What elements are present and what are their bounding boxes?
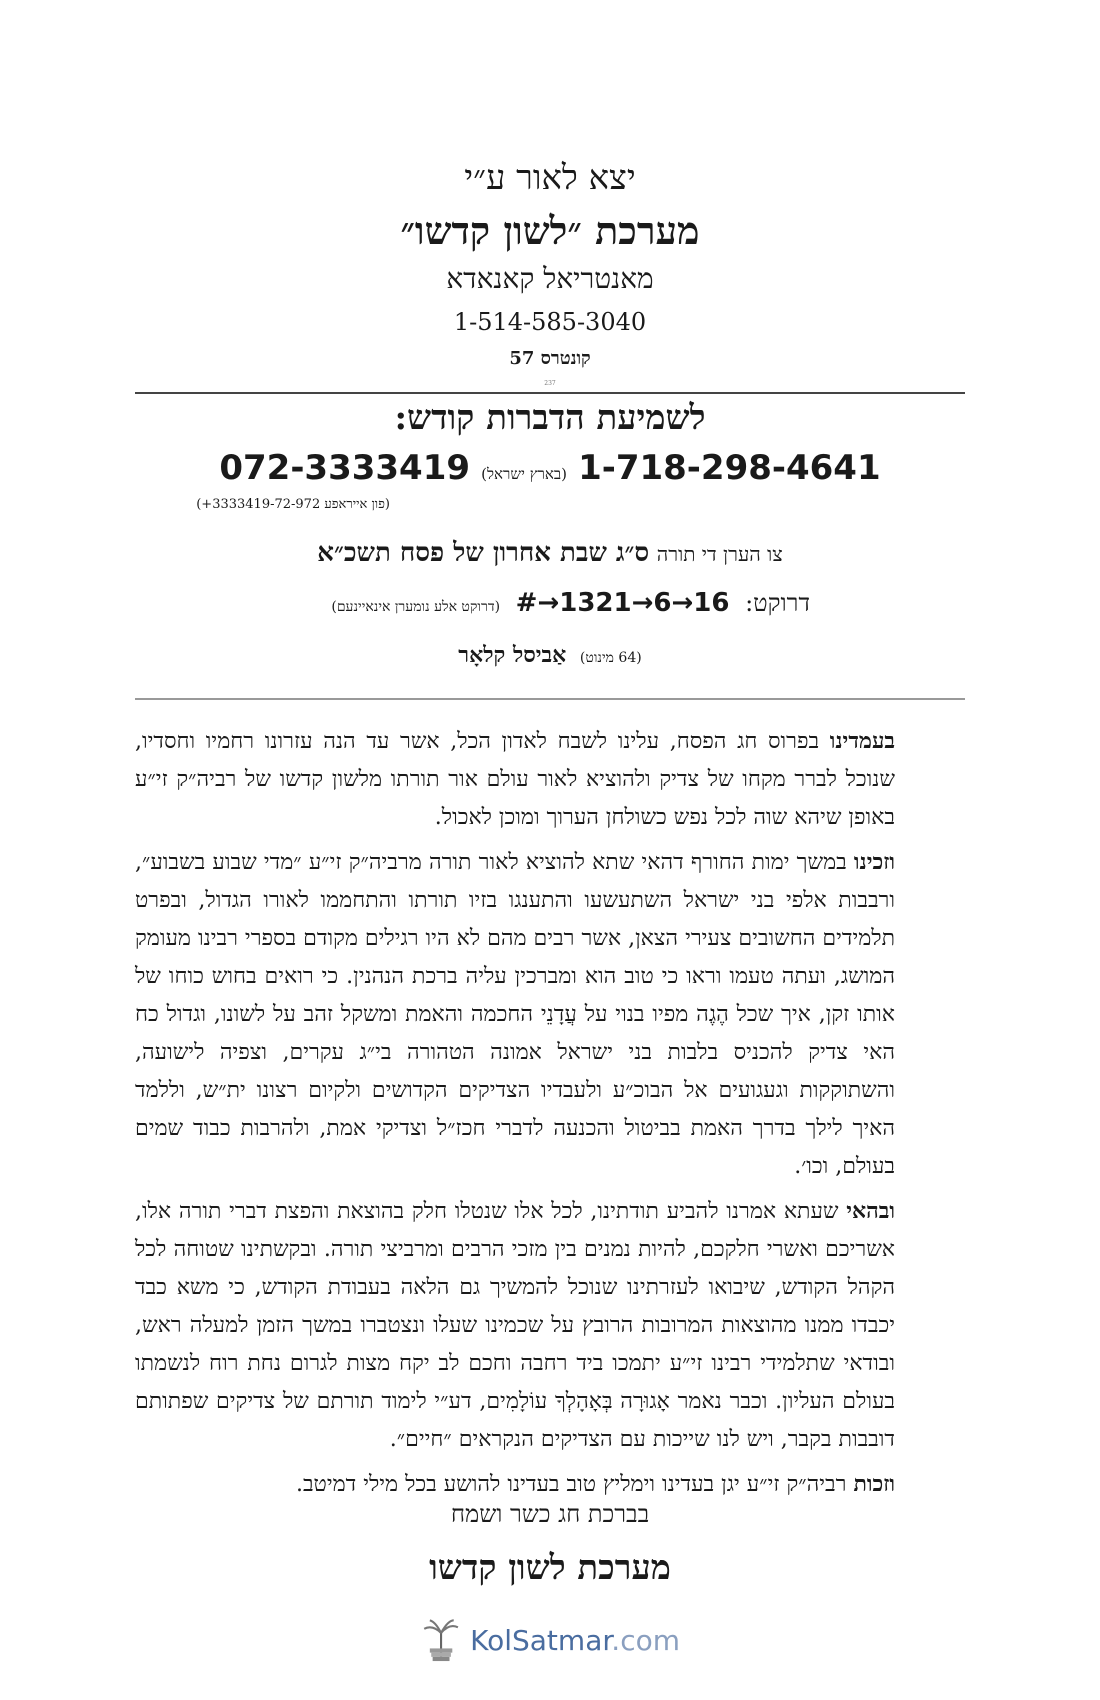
speaker-name: אַביסל קלאָר [458, 642, 567, 668]
speaker-duration: (64 מינוט) [579, 650, 642, 666]
divider-bottom [135, 698, 965, 700]
publisher-line: יצא לאור ע״י [464, 158, 636, 198]
druk-note: (דרוקט אלע נומערן אינאיינעם) [331, 599, 501, 615]
shiur-name: ס״ג שבת אחרון של פסח תשכ״א [317, 538, 650, 568]
site-tld: .com [611, 1623, 680, 1657]
shiur-title [0, 538, 1100, 568]
office-phone: 1-514-585-3040 [453, 308, 647, 336]
listen-phones [200, 448, 900, 488]
org-name: מערכת ״לשון קדשו״ [400, 208, 700, 253]
druk-line [290, 588, 810, 618]
paragraph [135, 1465, 895, 1504]
paragraph-text: שעתא אמרנו להביע תודתינו, לכל אלו שנטלו חלק בהוצאת והפצת דברי תורה אלו, אשריכם ואשרי חלקכם, להיות נמנים בין מזכי הרבים ומרביצי תורה. ובקשתינו שטוחה לכל הקהל הקודש, שיבואו לעזרתינו שנוכל להמשיך גם הלאה בעבודת הקודש, כי משא כבד יכבדו ממנו מהוצאות המרובות הרובץ על שכמינו שעלו ונצטברו במשך הזמן למעלה ראש, ובודאי שתלמידי רבינו זי״ע יתמכו ביד רחבה וחכם לב יקח מצות לגרום נחת רוח לנשמתו בעולם העליון. וכבר נאמר אָגוּרָה בְּאָהָלְךָ עוֹלָמִים, דע״י לימוד תורתם של צדיקים שפתותם דובבות בקבר, ויש לנו שייכות עם הצדיקים הנקראים ״חיים״. [135, 1199, 895, 1452]
paragraph-text: במשך ימות החורף דהאי שתא להוציא לאור תורה מרביה״ק זי״ע ״מדי שבוע בשבוע״, ורבבות אלפי בני ישראל השתעשעו והתענגו בזיו תורתו והתחממו לאורו הגדול, ובפרט תלמידים החשובים צעירי הצאן, אשר רבים מהם לא היו רגילים מקודם בספרי רבינו מעומק המושג, ועתה טעמו וראו כי טוב הוא ומברכין עליה ברכת הנהנין. כי רואים בחוש כוחו של אותו זקן, איך שכל הֶגֶה מפיו בנוי על עֲדָנֵי החכמה והאמת ומשקל זהב על לשונו, וגדול כח האי צדיק להכניס בלבות בני ישראל אמונה הטהורה בי״ג עקרים, וצפיה לישועה, והשתוקקות וגעגועים אל הבוכ״ע ולעבדיו הצדיקים הקדושים ולקיום רצונו ית״ש, וללמד האיך לילך בדרך האמת בביטול והכנעה לדברי חכז״ל וצדיקי אמת, ולהרבות כבוד שמים בעולם, וכו׳. [135, 850, 895, 1179]
europe-phone-note: (פון אייראפע 3333419-72-972+) [196, 497, 390, 512]
phone-us: 1-718-298-4641 [578, 448, 881, 488]
divider-top [135, 392, 965, 394]
shiur-lead: צו הערן די תורה [656, 542, 783, 566]
paragraph-text: בפרוס חג הפסח, עלינו לשבח לאדון הכל, אשר עד הנה עזרונו רחמיו וחסדיו, שנוכל לברר מקחו של צדיק ולהוציא לאור עולם אור תורתו מלשון קדשו של רביה״ק זי״ע באופן שיהא שוה לכל נפש כשולחן הערוך ומוכן לאכול. [135, 729, 895, 830]
site-logo[interactable] [420, 1605, 680, 1675]
paragraph-lead: בעמדינו [829, 728, 895, 754]
closing-blessing: בברכת חג כשר ושמח [450, 1500, 650, 1528]
page-marker: 237 [544, 380, 556, 387]
paragraph [135, 722, 895, 837]
listen-title: לשמיעת הדברות קודש: [394, 398, 706, 438]
paragraph [135, 843, 895, 1186]
israel-label: (בארץ ישראל) [481, 465, 567, 483]
city: מאנטריאל קאנאדא [446, 262, 654, 295]
site-name[interactable] [470, 1624, 680, 1657]
paragraph-lead: וזכות [853, 1471, 895, 1497]
palm-tree-icon [420, 1608, 462, 1672]
druk-code: #→1321→6→16 [515, 588, 730, 618]
paragraph-lead: ובהאי [846, 1198, 895, 1224]
speaker-line [0, 642, 1100, 668]
closing-signature: מערכת לשון קדשו [429, 1548, 671, 1588]
site-main: KolSatmar [470, 1623, 612, 1657]
paragraph [135, 1192, 895, 1459]
phone-israel: 072-3333419 [219, 448, 471, 488]
body-text [135, 722, 895, 1510]
issue-number: קונטרס 57 [509, 348, 591, 369]
paragraph-lead: וזכינו [853, 849, 895, 875]
paragraph-text: רביה״ק זי״ע יגן בעדינו וימליץ טוב בעדינו להושע בכל מילי דמיטב. [295, 1472, 854, 1497]
druk-label: דרוקט: [745, 589, 810, 617]
